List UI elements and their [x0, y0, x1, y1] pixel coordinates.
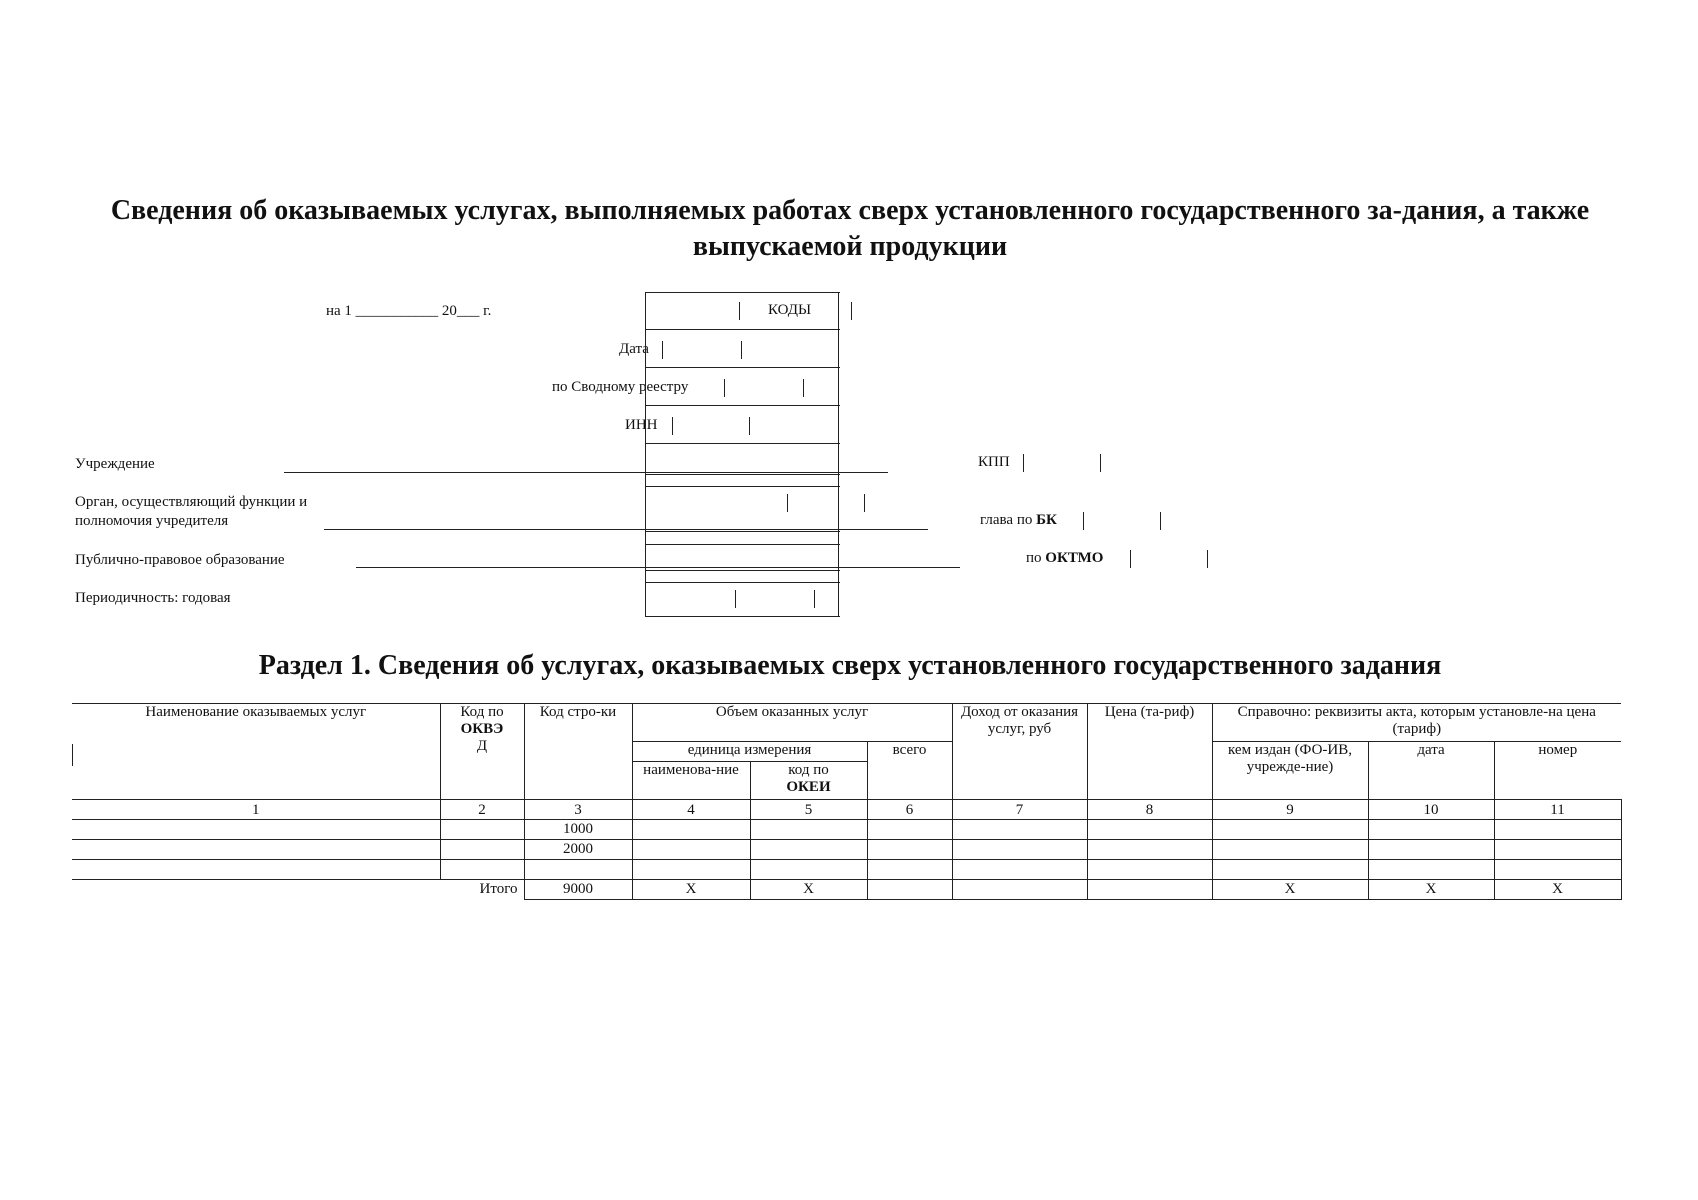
organ-label-line2: полномочия учредителя — [75, 513, 229, 529]
section-title: Раздел 1. Сведения об услугах, оказываемых сверх установленного государственного задания — [258, 650, 1442, 681]
header-total: всего — [867, 742, 952, 800]
table-row — [72, 840, 1621, 860]
document-title: Сведения об оказываемых услугах, выполняемых работах сверх установленного государственного за-дания, а также выпускаемой продукции — [110, 195, 1590, 262]
table-row — [72, 860, 1621, 880]
municipality-label: Публично-правовое образование — [75, 552, 285, 568]
organ-label-line1: Орган, осуществляющий функции и — [75, 494, 308, 510]
col-num-2: 2 — [440, 800, 524, 820]
x-mark: Х — [1368, 880, 1494, 900]
header-number: номер — [1494, 742, 1621, 800]
col-num-3: 3 — [524, 800, 632, 820]
date-label: Дата — [619, 341, 649, 357]
kpp-label: КПП — [978, 454, 1010, 470]
header-unit: единица измерения — [632, 742, 867, 762]
col-num-9: 9 — [1212, 800, 1368, 820]
report-date-line: на 1 ___________ 20___ г. — [326, 303, 492, 319]
periodicity-label: Периодичность: годовая — [75, 590, 231, 606]
header-price: Цена (та-риф) — [1087, 704, 1212, 800]
bk-label: глава по БК — [980, 512, 1057, 528]
x-mark: Х — [632, 880, 750, 900]
services-table — [72, 703, 1622, 900]
institution-field — [284, 472, 888, 473]
registry-label: по Сводному реестру — [552, 379, 689, 395]
x-mark: Х — [1494, 880, 1621, 900]
col-num-5: 5 — [750, 800, 867, 820]
table-row — [72, 820, 1621, 840]
header-income: Доход от оказания услуг, руб — [952, 704, 1087, 800]
header-okved: Код по ОКВЭ Д — [440, 704, 524, 800]
total-label: Итого — [72, 880, 524, 900]
row-code: 1000 — [524, 820, 632, 840]
oktmo-label: по ОКТМО — [1026, 550, 1104, 566]
col-num-6: 6 — [867, 800, 952, 820]
header-volume: Объем оказанных услуг — [632, 704, 952, 742]
municipality-field — [356, 567, 960, 568]
row-code: 2000 — [524, 840, 632, 860]
total-code: 9000 — [524, 880, 632, 900]
institution-label: Учреждение — [75, 456, 155, 472]
header-reference: Справочно: реквизиты акта, которым установле-на цена (тариф) — [1212, 704, 1621, 742]
header-okei: код по ОКЕИ — [750, 762, 867, 800]
header-row-code: Код стро-ки — [524, 704, 632, 800]
x-mark: Х — [750, 880, 867, 900]
header-date: дата — [1368, 742, 1494, 800]
col-num-11: 11 — [1494, 800, 1621, 820]
total-row — [72, 880, 1621, 900]
col-num-8: 8 — [1087, 800, 1212, 820]
col-num-10: 10 — [1368, 800, 1494, 820]
header-unit-name: наименова-ние — [632, 762, 750, 800]
column-numbers-row — [72, 800, 1621, 820]
header-issued-by: кем издан (ФО-ИВ, учрежде-ние) — [1212, 742, 1368, 800]
col-num-1: 1 — [72, 800, 440, 820]
row-code — [524, 860, 632, 880]
x-mark: Х — [1212, 880, 1368, 900]
header-service-name: Наименование оказываемых услуг — [72, 704, 440, 800]
col-num-4: 4 — [632, 800, 750, 820]
col-num-7: 7 — [952, 800, 1087, 820]
codes-label: КОДЫ — [768, 302, 812, 318]
inn-label: ИНН — [625, 417, 658, 433]
